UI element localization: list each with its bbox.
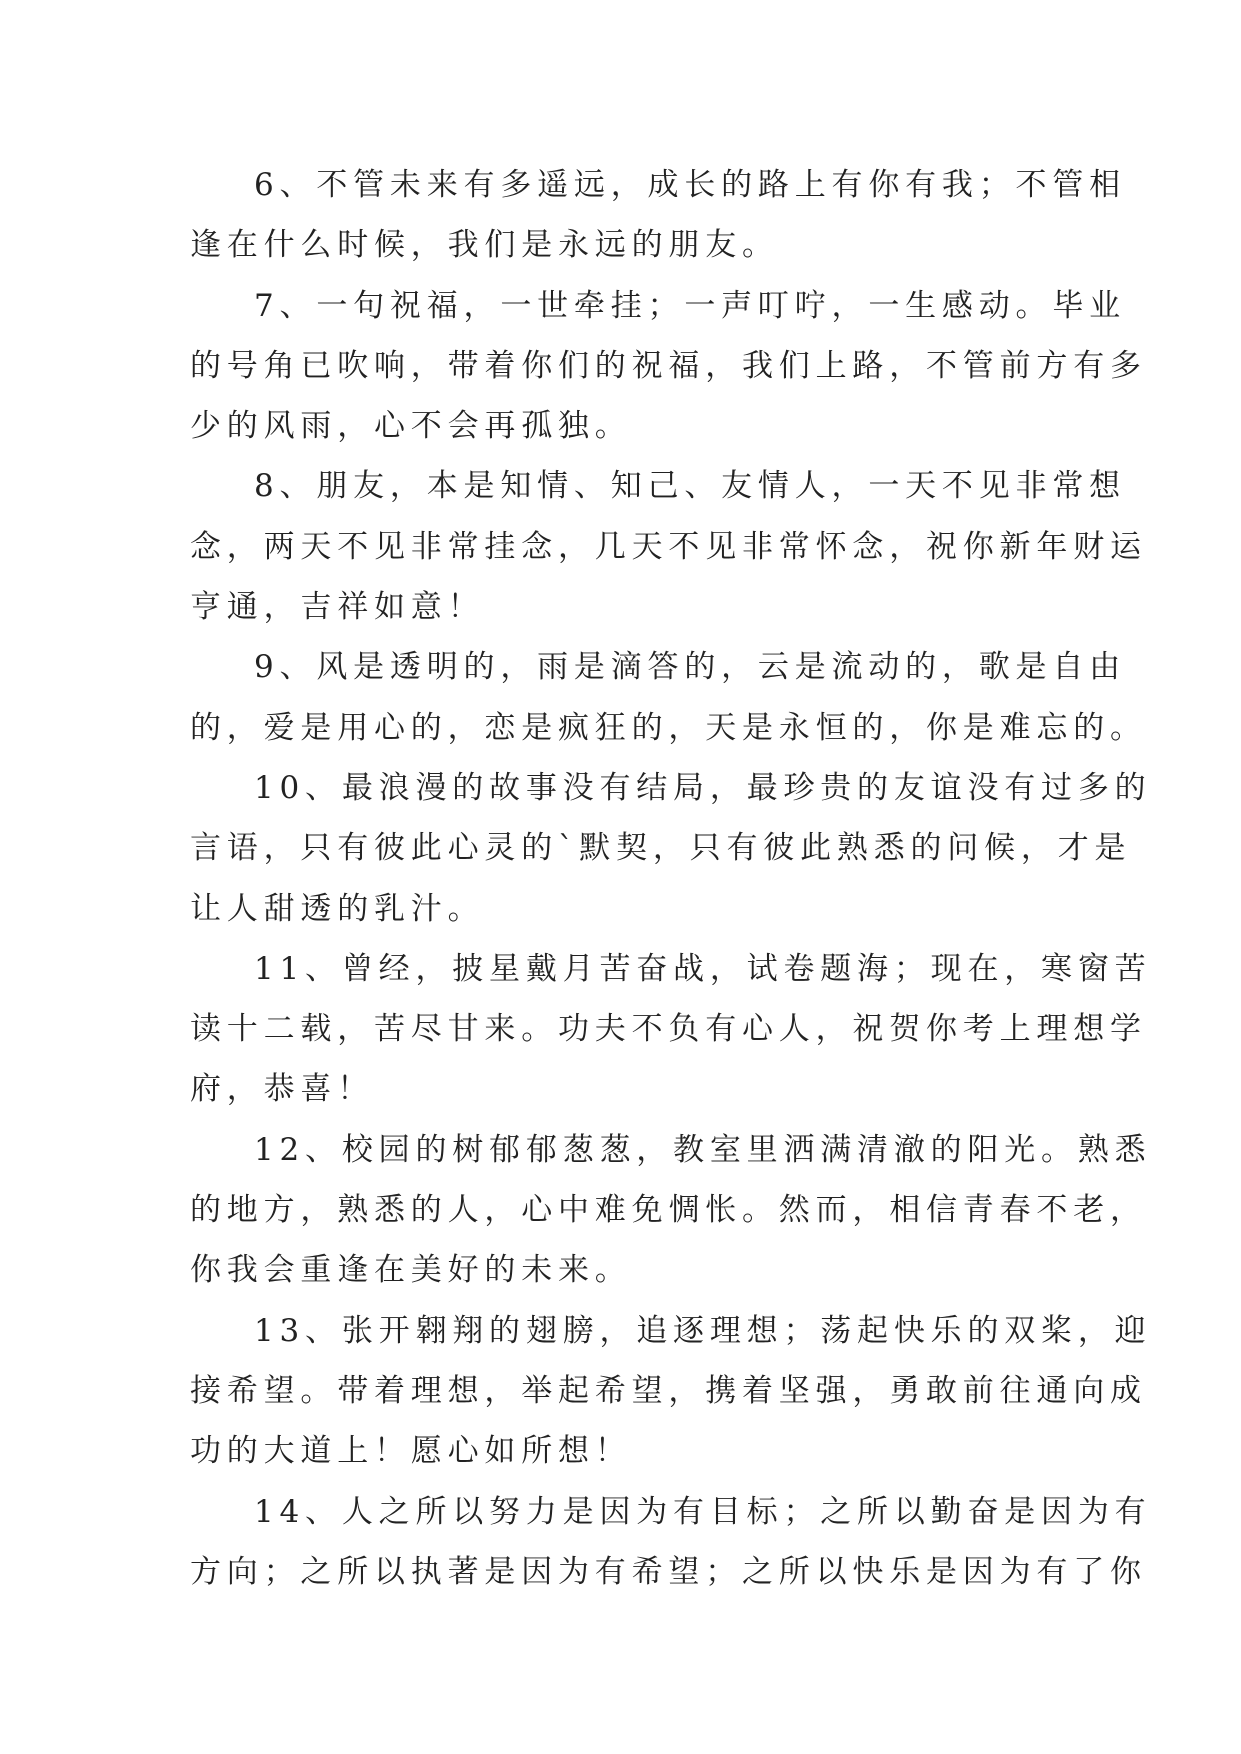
paragraph-7-line-1: 7、一句祝福，一世牵挂；一声叮咛，一生感动。毕业 bbox=[254, 287, 1126, 324]
paragraph-10-line-3: 让人甜透的乳汁。 bbox=[190, 890, 485, 927]
paragraph-10-line-1: 10、最浪漫的故事没有结局，最珍贵的友谊没有过多的 bbox=[254, 769, 1152, 806]
paragraph-6-line-2: 逢在什么时候，我们是永远的朋友。 bbox=[190, 227, 779, 264]
paragraph-8-line-3: 亨通，吉祥如意！ bbox=[190, 589, 485, 626]
paragraph-9-line-2: 的，爱是用心的，恋是疯狂的，天是永恒的，你是难忘的。 bbox=[190, 709, 1147, 746]
paragraph-8-line-1: 8、朋友，本是知情、知己、友情人，一天不见非常想 bbox=[254, 468, 1126, 505]
paragraph-12-line-1: 12、校园的树郁郁葱葱，教室里洒满清澈的阳光。熟悉 bbox=[254, 1131, 1152, 1168]
paragraph-11-line-3: 府，恭喜！ bbox=[190, 1071, 374, 1108]
paragraph-11-line-1: 11、曾经，披星戴月苦奋战，试卷题海；现在，寒窗苦 bbox=[254, 950, 1152, 987]
paragraph-7-line-3: 少的风雨，心不会再孤独。 bbox=[190, 408, 632, 445]
paragraph-12-line-2: 的地方，熟悉的人，心中难免惆怅。然而，相信青春不老， bbox=[190, 1192, 1147, 1229]
paragraph-9-line-1: 9、风是透明的，雨是滴答的，云是流动的，歌是自由 bbox=[254, 649, 1126, 686]
document-body bbox=[190, 155, 1152, 1602]
paragraph-7-line-2: 的号角已吹响，带着你们的祝福，我们上路，不管前方有多 bbox=[190, 347, 1147, 384]
paragraph-10-line-2: 言语，只有彼此心灵的`默契，只有彼此熟悉的问候，才是 bbox=[190, 830, 1132, 867]
paragraph-13-line-3: 功的大道上！愿心如所想！ bbox=[190, 1433, 632, 1470]
paragraph-14-line-2: 方向；之所以执著是因为有希望；之所以快乐是因为有了你 bbox=[190, 1553, 1147, 1590]
paragraph-12-line-3: 你我会重逢在美好的未来。 bbox=[190, 1252, 632, 1289]
paragraph-14-line-1: 14、人之所以努力是因为有目标；之所以勤奋是因为有 bbox=[254, 1493, 1152, 1530]
paragraph-11-line-2: 读十二载，苦尽甘来。功夫不负有心人，祝贺你考上理想学 bbox=[190, 1011, 1147, 1048]
paragraph-13-line-1: 13、张开翱翔的翅膀，追逐理想；荡起快乐的双桨，迎 bbox=[254, 1312, 1152, 1349]
paragraph-6-line-1: 6、不管未来有多遥远，成长的路上有你有我；不管相 bbox=[254, 167, 1126, 203]
paragraph-13-line-2: 接希望。带着理想，举起希望，携着坚强，勇敢前往通向成 bbox=[190, 1372, 1147, 1409]
paragraph-8-line-2: 念，两天不见非常挂念，几天不见非常怀念，祝你新年财运 bbox=[190, 528, 1147, 565]
